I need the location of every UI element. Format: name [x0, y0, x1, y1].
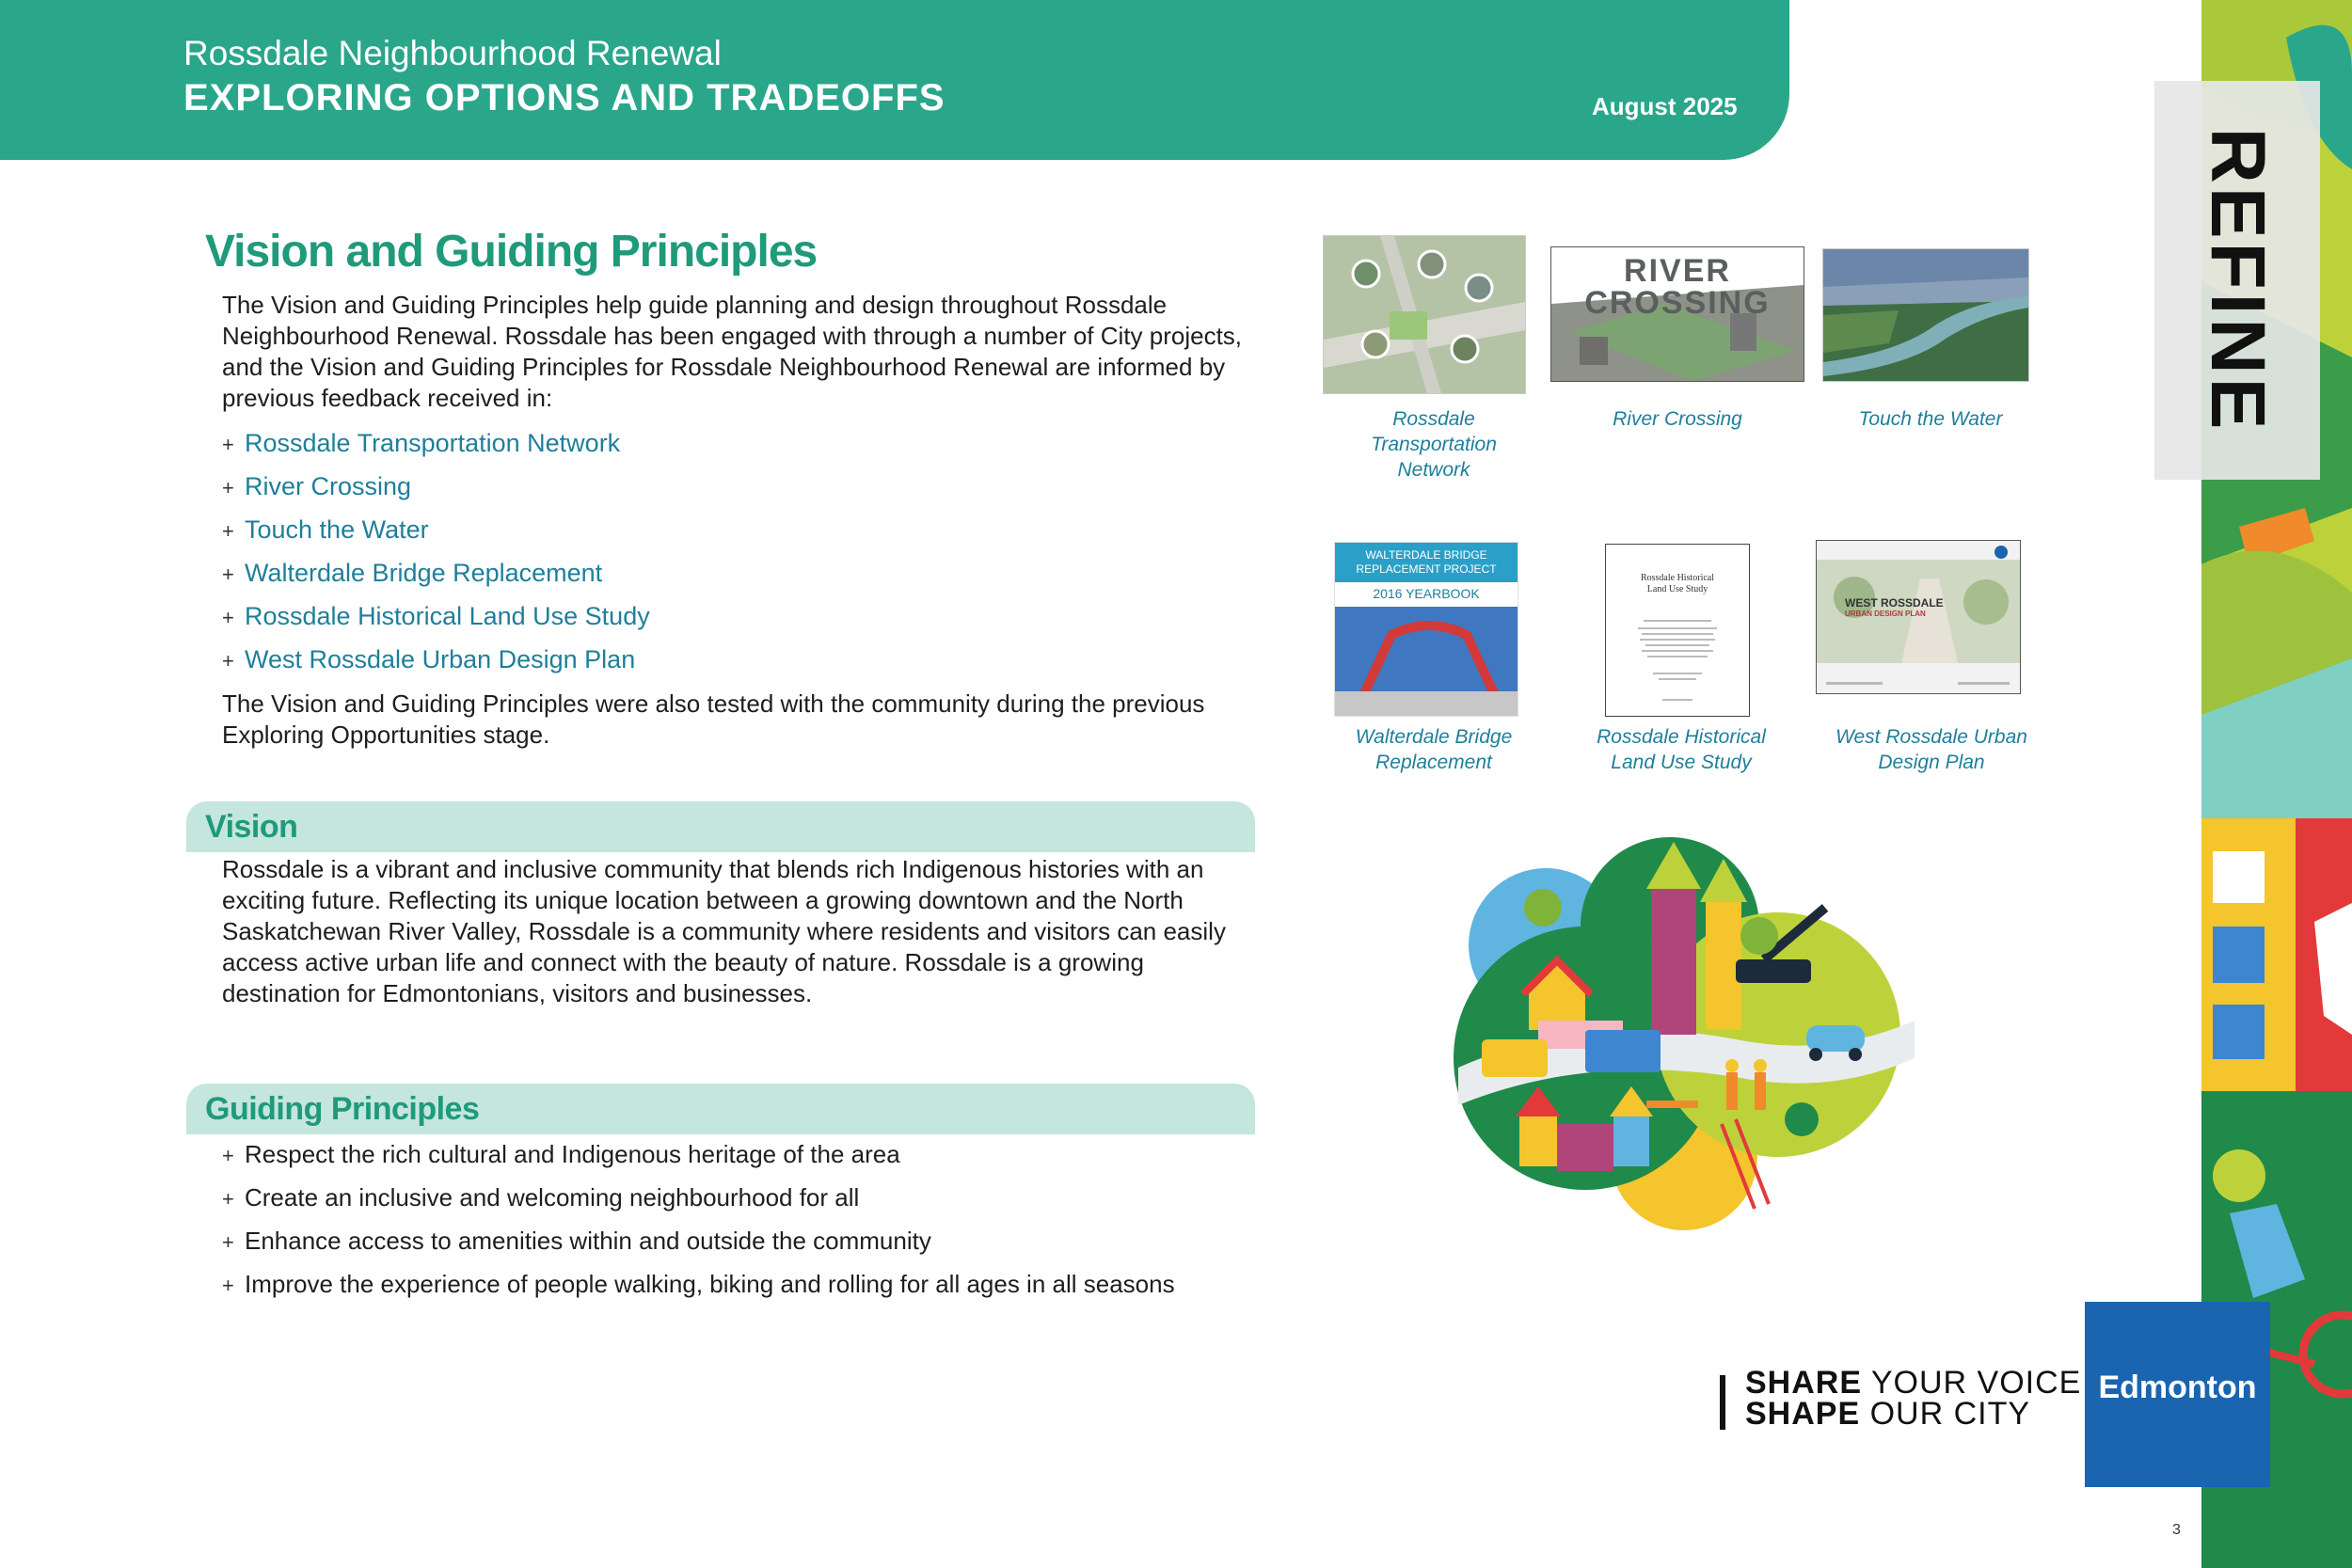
caption-touch-the-water[interactable]: Touch the Water	[1858, 408, 2003, 430]
principles-heading-bar	[186, 1084, 1255, 1134]
share-your-voice: SHARE YOUR VOICE	[1745, 1365, 2082, 1401]
walterdale-cover-subtitle: 2016 YEARBOOK	[1373, 586, 1480, 601]
principle-text: Respect the rich cultural and Indigenous heritage of the area	[245, 1140, 900, 1168]
source-link[interactable]: Walterdale Bridge Replacement	[245, 559, 603, 587]
neighbourhood-illustration	[1454, 832, 1919, 1232]
source-link[interactable]: Touch the Water	[245, 515, 429, 544]
caption-walterdale-bridge[interactable]: Walterdale Bridge Replacement	[1355, 726, 1513, 773]
thumbnail-west-rossdale-plan[interactable]	[1816, 540, 2021, 694]
list-item	[222, 1132, 1175, 1176]
caption-river-crossing[interactable]: River Crossing	[1613, 408, 1742, 430]
plus-icon: +	[222, 1144, 234, 1167]
thumbnail-walterdale-bridge[interactable]	[1334, 542, 1518, 717]
header-title: EXPLORING OPTIONS AND TRADEOFFS	[183, 77, 946, 119]
plus-icon: +	[222, 519, 234, 543]
thumbnail-historical-land-use-study[interactable]	[1605, 544, 1750, 717]
plus-icon: +	[222, 649, 234, 673]
intro-paragraph: The Vision and Guiding Principles help guide planning and design throughout Rossdale Neighbourhood Renewal. Rossdale has been engaged with through a number of City projects, and the Vision and Guiding Principles for Rossdale Neighbourhood Renewal are informed by previous feedback received in:	[222, 291, 1243, 412]
source-link[interactable]: River Crossing	[245, 472, 412, 500]
page-number: 3	[2172, 1522, 2181, 1538]
river-crossing-cover-title: RIVER CROSSING	[1584, 253, 1771, 321]
plus-icon: +	[222, 476, 234, 499]
plus-icon: +	[222, 562, 234, 586]
principles-list	[222, 1132, 1175, 1306]
list-item[interactable]	[222, 638, 650, 681]
caption-transportation-network[interactable]: Rossdale Transportation Network	[1371, 408, 1497, 481]
thumbnail-river-crossing[interactable]	[1550, 246, 1804, 382]
source-link[interactable]: Rossdale Transportation Network	[245, 429, 621, 457]
walterdale-cover-band: WALTERDALE BRIDGE REPLACEMENT PROJECT	[1335, 543, 1518, 582]
list-item[interactable]	[222, 508, 650, 551]
river-valley-photo	[1823, 249, 2028, 381]
share-divider	[1720, 1375, 1725, 1430]
vision-heading: Vision	[205, 809, 298, 845]
principle-text: Enhance access to amenities within and outside the community	[245, 1227, 931, 1255]
header-subtitle: Rossdale Neighbourhood Renewal	[183, 34, 722, 72]
principles-heading: Guiding Principles	[205, 1091, 480, 1127]
list-item[interactable]	[222, 421, 650, 465]
plus-icon: +	[222, 1187, 234, 1211]
historical-cover-title: Rossdale Historical Land Use Study	[1640, 573, 1715, 594]
principle-text: Create an inclusive and welcoming neighbourhood for all	[245, 1183, 860, 1212]
vision-paragraph: Rossdale is a vibrant and inclusive community that blends rich Indigenous histories with an exciting future. Reflecting its unique location between a growing downtown and the North Saskatchewan River Valley, Rossdale is a community where residents and visitors can easily access active urban life and connect with the beauty of nature. Rossdale is a growing destination for Edmontonians, visitors and businesses.	[222, 855, 1226, 1007]
source-link[interactable]: Rossdale Historical Land Use Study	[245, 602, 650, 630]
list-item[interactable]	[222, 465, 650, 508]
stage-label: REFINE	[2195, 127, 2280, 434]
source-link[interactable]: West Rossdale Urban Design Plan	[245, 645, 636, 673]
list-item	[222, 1219, 1175, 1262]
thumbnail-transportation-network[interactable]	[1323, 235, 1526, 394]
list-item	[222, 1176, 1175, 1219]
plus-icon: +	[222, 1230, 234, 1254]
transport-map-image	[1324, 236, 1525, 393]
caption-west-rossdale-plan[interactable]: West Rossdale Urban Design Plan	[1836, 726, 2027, 773]
list-item[interactable]	[222, 551, 650, 594]
page-title: Vision and Guiding Principles	[205, 227, 818, 277]
list-item	[222, 1262, 1175, 1306]
edmonton-logo-text: Edmonton	[2098, 1370, 2257, 1405]
list-item[interactable]	[222, 594, 650, 638]
vision-heading-bar	[186, 801, 1255, 852]
shape-our-city: SHAPE OUR CITY	[1745, 1396, 2031, 1432]
principle-text: Improve the experience of people walking, biking and rolling for all ages in all seasons	[245, 1270, 1175, 1298]
header-date: August 2025	[1592, 92, 1738, 120]
tested-paragraph: The Vision and Guiding Principles were also tested with the community during the previous Exploring Opportunities stage.	[222, 689, 1205, 749]
source-project-list	[222, 421, 650, 681]
caption-historical-land-use-study[interactable]: Rossdale Historical Land Use Study	[1597, 726, 1766, 773]
historical-cover-fine-print	[1634, 620, 1721, 705]
bridge-photo	[1335, 607, 1518, 716]
plus-icon: +	[222, 606, 234, 629]
plus-icon: +	[222, 1274, 234, 1297]
west-rossdale-cover-title: WEST ROSSDALE URBAN DESIGN PLAN	[1845, 596, 1944, 618]
plus-icon: +	[222, 433, 234, 456]
thumbnail-touch-the-water[interactable]	[1822, 248, 2029, 382]
